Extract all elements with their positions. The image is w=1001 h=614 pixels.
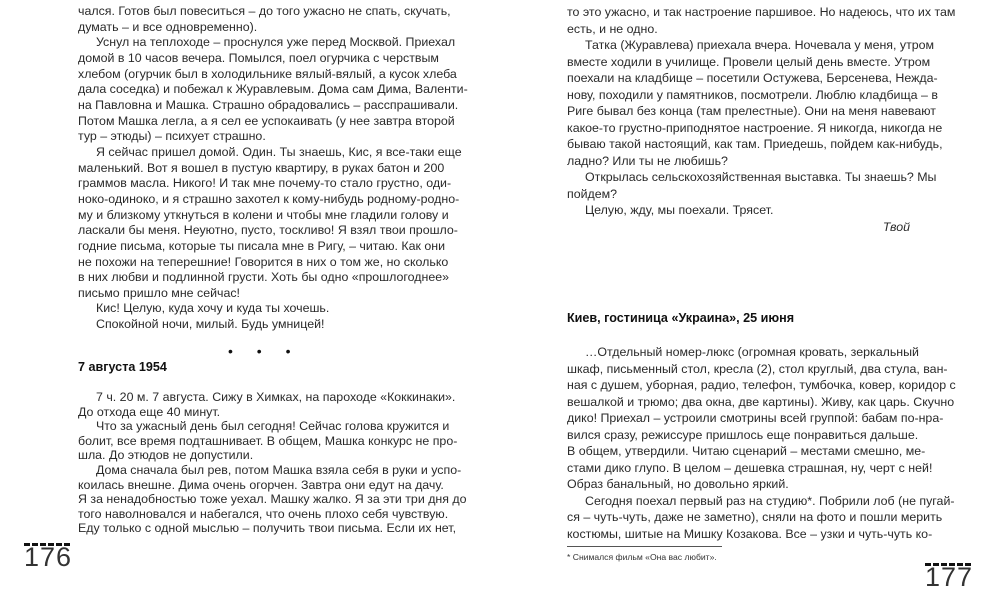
text-line: пойдем? [567,186,618,201]
text-line: Кис! Целую, куда хочу и куда ты хочешь. [96,301,330,316]
entry-heading: 7 августа 1954 [78,360,167,374]
text-line: В общем, утвердили. Читаю сценарий – местами смешно, ме- [567,444,926,458]
text-line: того наволновался и набегался, что очень плохо себя чувствую. [78,506,449,521]
paragraph [567,493,955,543]
paragraph [567,202,910,219]
paragraph [567,4,956,37]
entry-heading: Киев, гостиница «Украина», 25 июня [567,311,795,325]
paragraph [567,37,943,169]
text-line: коилась внешне. Дима очень огорчен. Завтра они едут на дачу. [78,477,444,492]
text-block [567,344,956,542]
text-line: Я сейчас пришел домой. Один. Ты знаешь, Кис, я все-таки еще [96,144,462,159]
text-line: Спокойной ночи, милый. Будь умницей! [96,317,325,332]
text-line: шкаф, письменный стол, кресла (2), стол круглый, два стула, ван- [567,361,948,376]
text-line: граммов масла. Никого! И так мне почему-то стало грустно, оди- [78,176,452,191]
paragraph [78,144,462,302]
right-page [500,0,1001,614]
page-number: 176 [24,542,73,572]
paragraph [567,344,956,493]
footnote-divider [567,546,722,547]
text-block [567,4,956,235]
text-line: шла. До этюдов не допустили. [78,448,254,463]
text-line: …Отдельный номер-люкс (огромная кровать, зеркальный [585,345,919,359]
paragraph [78,317,420,333]
text-line: Дома сначала был рев, потом Машка взяла себя в руки и успо- [96,462,462,477]
text-line: Я за ненадобностью тоже уехал. Машку жалко. Я за эти три дня до [78,492,467,507]
text-line: вился сразу, режиссуре пришлось еще понравиться дальше. [567,427,919,442]
text-line: Татка (Журавлева) приехала вчера. Ночевала у меня, утром [585,38,935,52]
text-line: на Павловна и Машка. Страшно обрадовались – расспрашивали. [78,97,459,112]
text-line: Что за ужасный день был сегодня! Сейчас голова кружится и [96,419,450,434]
text-line: маленький. Вот я вошел в пустую квартиру, в руках батон и 200 [78,160,445,175]
text-line: думать – и все одновременно). [78,19,258,34]
paragraph [78,4,451,35]
paragraph [567,169,937,202]
text-line: болит, все время подташнивает. В общем, Машка конкурс не про- [78,433,458,448]
text-line: домой в 10 часов вечера. Помылся, поел огурчика с черствым [78,50,439,65]
text-line: Риге бывал без конца (там прелестные). Они на меня навевают [567,104,936,118]
text-line: не похожи на теперешние! Говорится в них о том же, но сколько [78,254,449,269]
left-page [0,0,500,614]
paragraph [78,462,467,536]
paragraph [78,301,420,317]
paragraph [78,419,458,463]
page-number: 177 [925,562,974,592]
text-line: му и близкому уткнуться в колени и чтобы мне гладили голову и [78,207,449,222]
text-line: то это ужасно, и так настроение паршивое. Но надеюсь, что их там [567,5,956,19]
text-block [78,390,467,536]
text-line: тур – этюды) – психует страшно. [78,129,266,144]
text-line: Сегодня поехал первый раз на студию*. Побрили лоб (не пугай- [585,493,955,508]
text-line: Открылась сельскохозяйственная выставка. Ты знаешь? Мы [585,170,937,184]
text-line: вешалкой и трюмо; два окна, две картины). Живу, как царь. Скучно [567,394,955,409]
text-line: какое-то грустно-приподнятое настроение. Я никогда, никогда не [567,120,943,135]
text-line: годние письма, которые ты писала мне в Ригу, – читаю. Как они [78,238,446,253]
text-line: Еду только с одной мыслью – получить твои письма. Если их нет, [78,521,457,536]
text-line: До отхода еще 40 минут. [78,404,221,419]
text-line: Целую, жду, мы поехали. Трясет. [585,203,774,217]
text-line: ласкали бы меня. Неуютно, пусто, тоскливо! Я взял твои прошло- [78,223,458,238]
text-line: нову, походили у памятников, посмотрели. Люблю кладбища – в [567,87,938,102]
text-line: ноко-одиноко, и я страшно захотел к кому-нибудь родному-родно- [78,191,460,206]
paragraph [78,35,468,145]
text-line: Потом Машка легла, а я сел ее успокаивать (у нее завтра второй [78,113,455,128]
text-block [78,4,468,333]
text-line: ная с душем, уборная, радио, телефон, тумбочка, ковер, коридор с [567,378,956,392]
text-line: ладно? Или ты не любишь? [567,153,728,168]
signature: Твой [882,219,910,234]
footnote: * Снимался фильм «Она вас любит». [567,552,717,562]
text-line: чался. Готов был повеситься – до того ужасно не спать, скучать, [78,4,451,18]
text-line: хлебом (огурчик был в холодильнике вялый-вялый, а кусок хлеба [78,66,457,81]
text-line: ся – чуть-чуть, даже не заметно), сняли на фото и пошли мерить [567,510,943,524]
paragraph [78,390,456,419]
text-line: Уснул на теплоходе – проснулся уже перед Москвой. Приехал [96,35,456,50]
text-line: есть, и не одно. [567,21,658,36]
text-line: 7 ч. 20 м. 7 августа. Сижу в Химках, на пароходе «Коккинаки». [96,390,456,404]
text-line: вместе ходили в училище. Провели целый день вместе. Утром [567,54,931,69]
text-line: поехали на кладбище – посетили Остужева, Берсенева, Нежда- [567,71,938,85]
text-line: бываю такой настоящий, как там. Приедешь, пойдем как-нибудь, [567,137,943,151]
text-line: дико! Приехал – устроили смотрины всей группой: бабам по-нра- [567,411,944,425]
text-line: дала соседка) и побежал к Журавлевым. Дома сам Дима, Валенти- [78,82,468,97]
text-line: письмо пришло мне сейчас! [78,285,240,300]
text-line: в них любви и подлинной грусти. Хоть бы одно «прошлогоднее» [78,270,449,285]
text-line: стами дико глупо. В целом – дешевка страшная, ну, черт с ней! [567,460,933,475]
text-line: Образ банальный, но довольно яркий. [567,477,789,491]
section-separator: • • • [228,343,301,359]
text-line: костюмы, шитые на Мишку Козакова. Все – узки и чуть-чуть ко- [567,526,933,541]
